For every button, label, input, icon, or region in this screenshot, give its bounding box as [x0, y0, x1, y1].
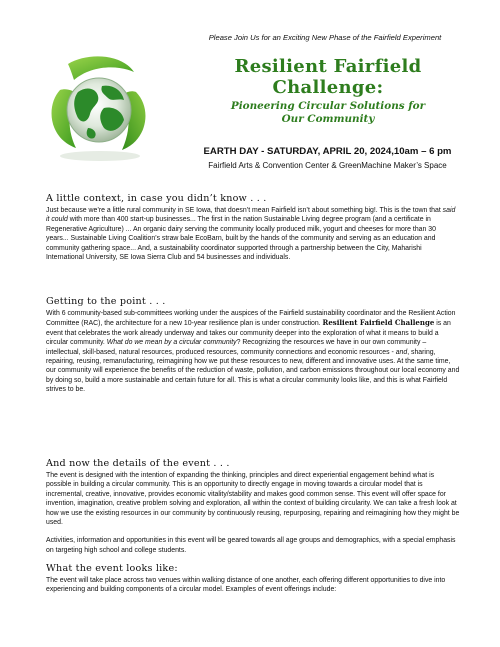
event-title-line2: Challenge:: [272, 77, 384, 98]
text-span: , sharing, repairing, reusing, remanufacturing, reimagining how we put these resources to new, different and innovative uses. At the same time, our community will experience the benefits of the reduction of waste, pollution, and carbon emissions throughout our local economy and by doing so, build a more sustainable and certain future for all. This is what a circular community looks like, and this is what Fairfield strives to be.: [46, 348, 460, 394]
event-subtitle: Pioneering Circular Solutions for: [230, 100, 426, 112]
section-body: [46, 576, 460, 595]
section-point: [46, 296, 460, 395]
paragraph: [46, 309, 460, 395]
invite-line: Please Join Us for an Exciting New Phase of the Fairfield Experiment: [208, 33, 442, 42]
text-span: Just because we’re a little rural community in SE Iowa, that doesn’t mean Fairfield isn’t about something big!. This is the town that: [46, 207, 443, 214]
text-span: ? Recognizing the resources we have in our own community – intellectual, skill-based, natural resources, produced resources, community connections and economic resources -: [46, 339, 427, 356]
paragraph: Activities, information and opportunities in this event will be geared towards all age groups and demographics, with a special emphasis on targeting high school and college students.: [46, 537, 456, 554]
green-globe-icon: [38, 50, 158, 170]
section-context: [46, 193, 460, 262]
event-date: EARTH DAY - SATURDAY, APRIL 20, 2024,10am – 6 pm: [203, 146, 452, 157]
section-looks-like: [46, 563, 460, 595]
emphasis-text: said it could: [46, 207, 456, 224]
section-details: [46, 458, 460, 555]
event-title: Resilient Fairfield: [234, 56, 422, 77]
event-title-block: [168, 56, 488, 126]
section-body: [46, 309, 460, 395]
section-heading: Getting to the point . . .: [46, 296, 166, 307]
emphasis-text: and: [395, 348, 408, 356]
brand-text: Resilient Fairfield Challenge: [322, 318, 435, 328]
text-span: With 6 community-based sub-committees working under the auspices of the Fairfield sustainability coordinator and the Resilient Action Committee (RAC), the architecture for a new 10-year resilience plan is under construction.: [46, 310, 456, 328]
text-span: with more than 400 start-up businesses... The first in the nation Sustainable Living degree program (and a certificate in Regenerative Agriculture) ... An organic dairy serving the community locally produced milk, yogurt and cheeses for more than 30 years... Sustainable Living Coalition’s straw bale EcoBarn, built by the hands of the community and serving as an education and community gathering space... And, a sustainability coordinator supported through a partnership between the City, Maharishi International University, SE Iowa Sierra Club and 54 businesses and individuals.: [46, 216, 436, 262]
emphasis-text: What do we mean by a circular community: [106, 339, 237, 347]
paragraph: [46, 206, 460, 262]
text-span: is an event that celebrates the work already underway and takes our community deeper into the exploration of what it means to build a circular community.: [46, 320, 451, 347]
event-subtitle-line2: Our Community: [281, 113, 375, 125]
paragraph-gap: [46, 527, 460, 536]
section-heading: And now the details of the event . . .: [46, 458, 230, 469]
section-body: [46, 206, 460, 262]
paragraph: The event is designed with the intention of expanding the thinking, principles and direct experiential engagement behind what is possible in building a circular community. This is an opportunity to directly engage in moving towards a circular model that is incremental, creative, innovative, provides economic vitality/stability and makes good common sense. This event will offer space for invention, imagination, creative problem solving and exploration, all within the context of building circularity. We can take a fresh look at how we use the existing resources in our community by continuously reusing, repurposing, repairing and reimagining how they might be used.: [46, 472, 460, 527]
section-heading: What the event looks like:: [46, 563, 178, 574]
event-venue: Fairfield Arts & Convention Center & GreenMachine Maker’s Space: [208, 161, 447, 170]
section-heading: A little context, in case you didn’t know . . .: [46, 193, 267, 204]
paragraph: The event will take place across two venues within walking distance of one another, each offering different opportunities to dive into experiencing and building components of a circular model. Examples of event offerings include:: [46, 577, 446, 594]
section-body: [46, 471, 460, 555]
